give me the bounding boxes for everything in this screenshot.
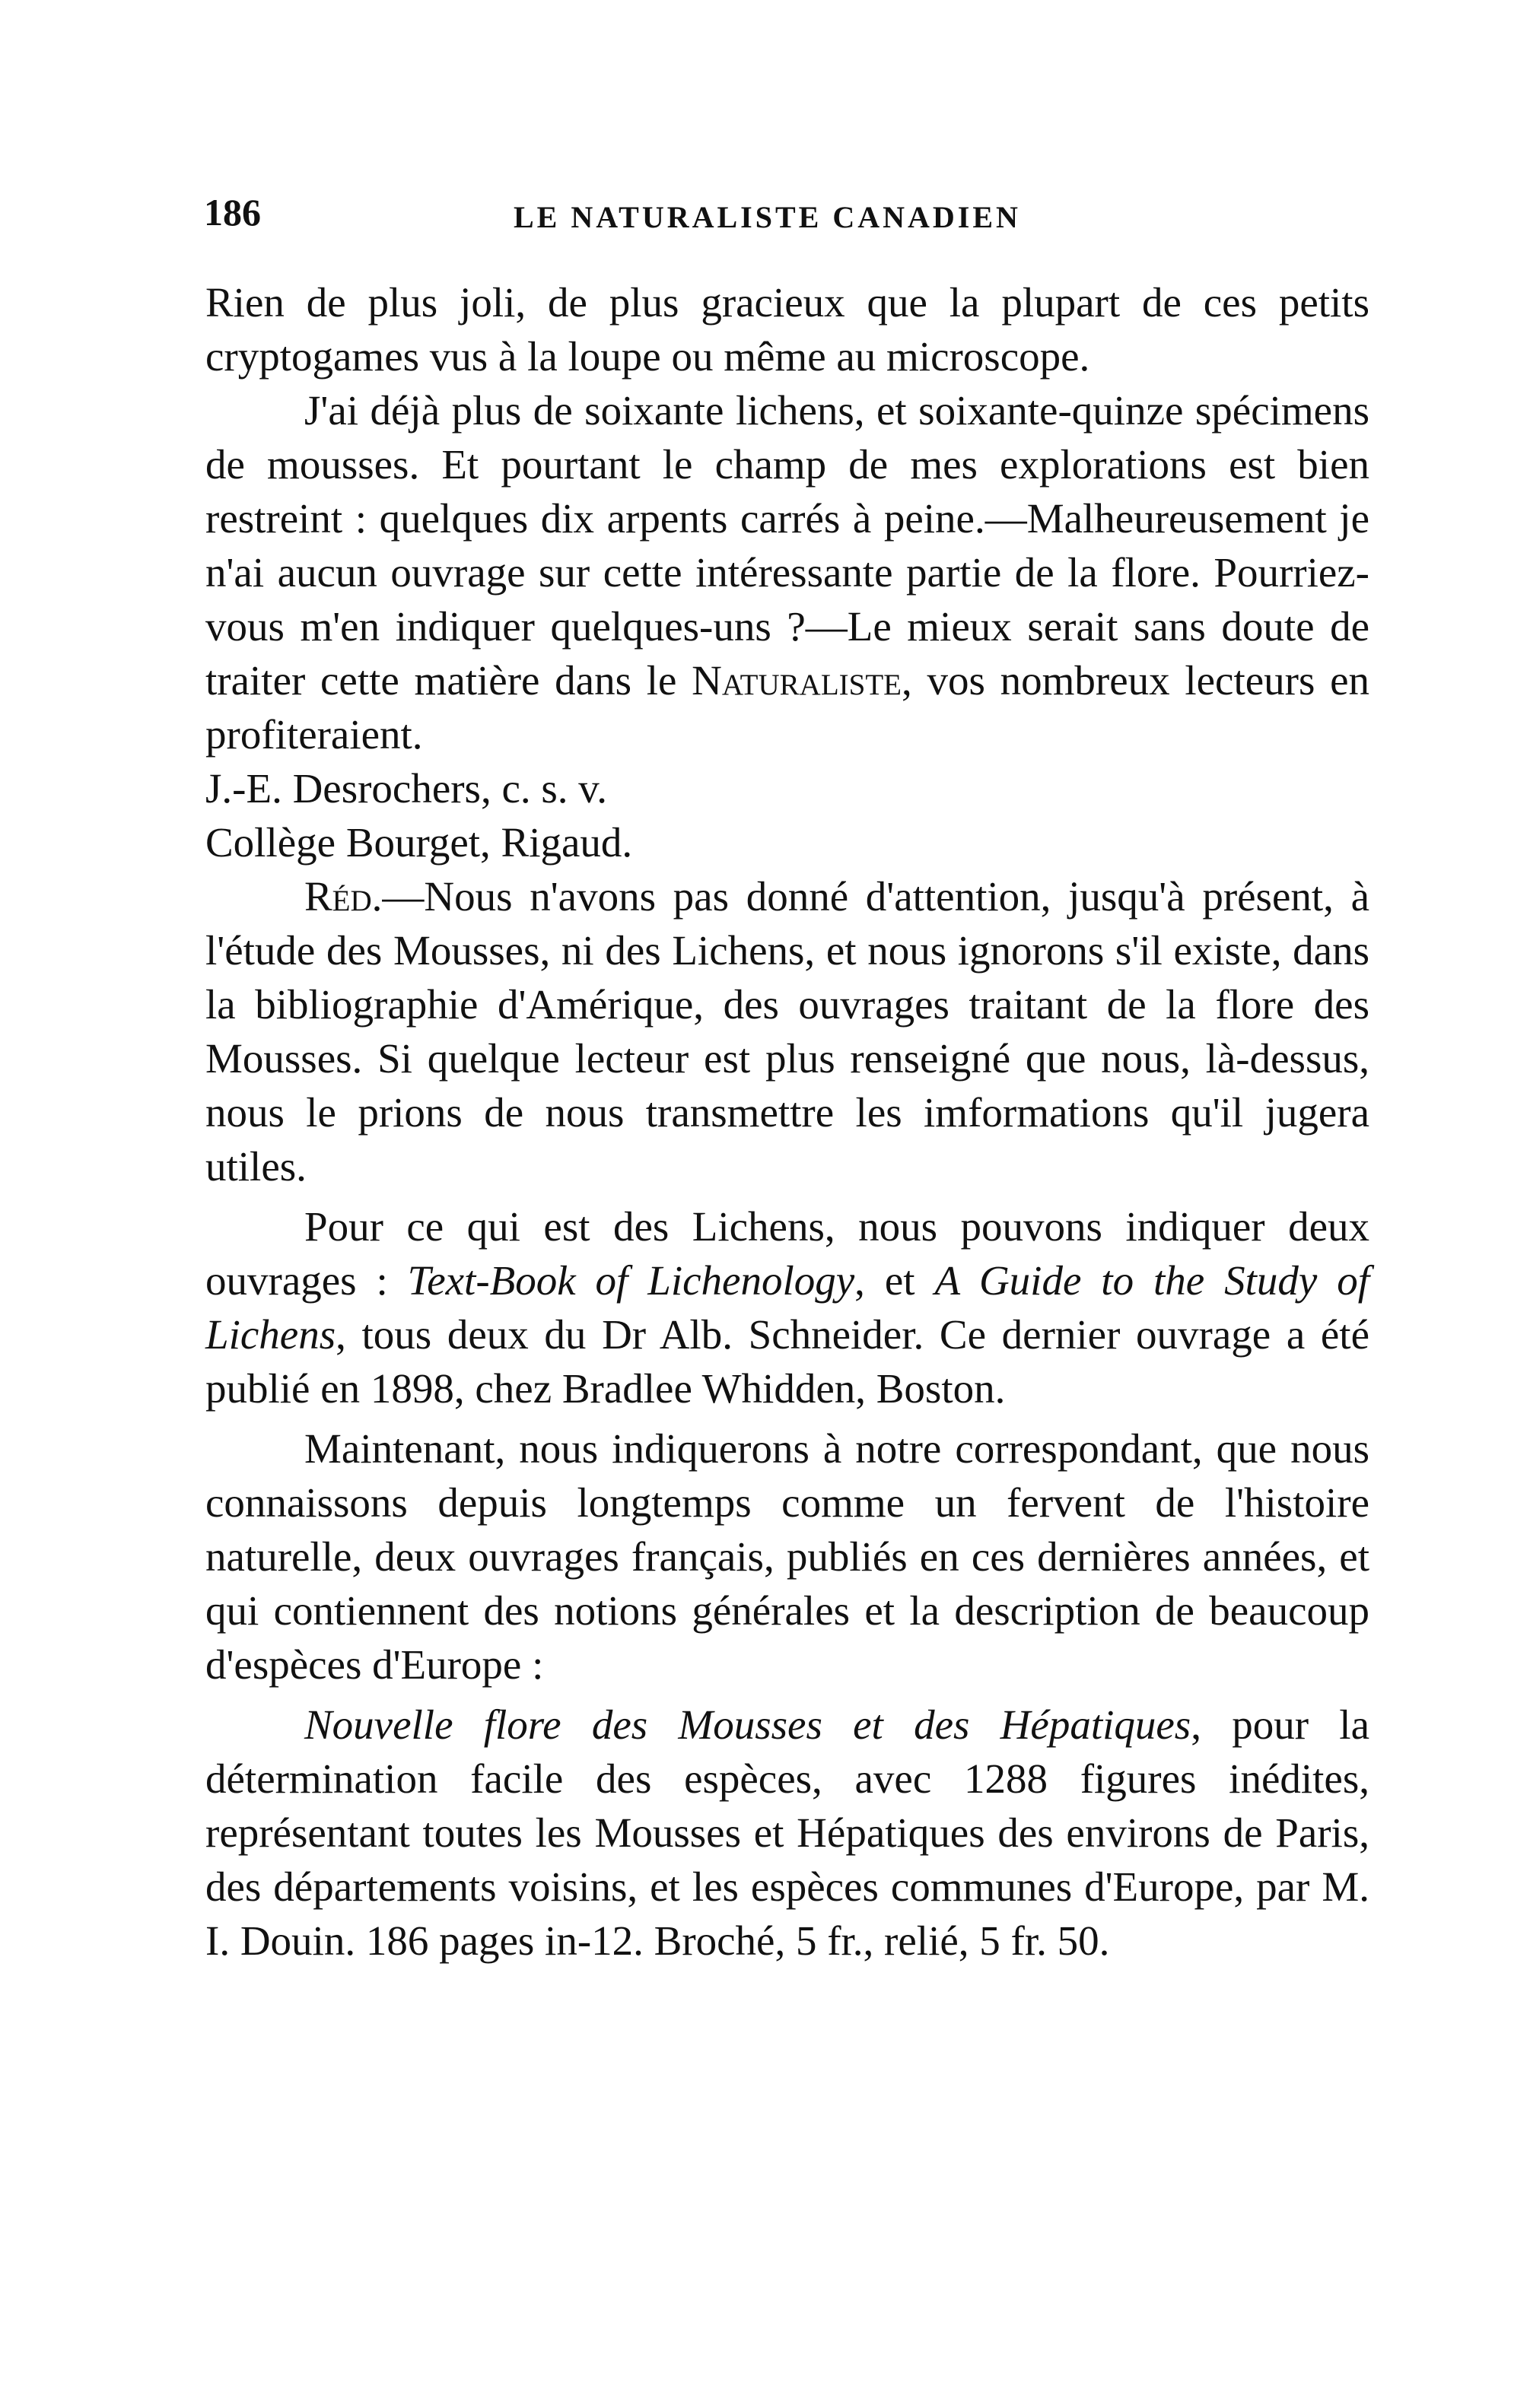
page-number: 186 (204, 191, 261, 233)
letter-paragraph-2-end: , vos nombreux lecteurs en profiteraient. (205, 657, 1369, 758)
reply-paragraph-4 (205, 1698, 1369, 1968)
reply-paragraph-1 (205, 869, 1369, 1193)
reply-paragraph-1-text: —Nous n'avons pas donné d'attention, jusqu'à présent, à l'étude des Mousses, ni des Lichens, et nous ignorons s'il existe, dans la bibliographie d'Amérique, des ouvrages traitant de la flore des Mousses. Si quelque lecteur est plus renseigné que nous, là-dessus, nous le prions de nous transmettre les imformations qu'il jugera utiles. (205, 873, 1369, 1190)
naturaliste-journal-name: Naturaliste (692, 657, 902, 704)
reply-paragraph-2-conjunction: , et (854, 1257, 935, 1304)
red-label: Réd. (304, 873, 383, 920)
letter-paragraph-2-text: J'ai déjà plus de soixante lichens, et soixante-quinze spécimens de mousses. Et pourtant le champ de mes explorations est bien restreint : quelques dix arpents carrés à peine.—Malheureusement je n'ai aucun ouvrage sur cette intéressante partie de la flore. Pourriez-vous m'en indiquer quelques-uns ?—Le mieux serait sans doute de traiter cette matière dans le (205, 387, 1369, 704)
signature-name: J.-E. Desrochers, c. s. v. (205, 765, 607, 812)
letter-paragraph-2 (205, 383, 1369, 761)
reply-paragraph-2-text: Pour ce qui est des Lichens, nous pouvons indiquer deux ouvrages : (205, 1203, 1369, 1304)
running-head: LE NATURALISTE CANADIEN (514, 200, 1021, 234)
reply-paragraph-4-text: , pour la détermination facile des espèces, avec 1288 figures inédites, représentant toutes les Mousses et Hépatiques des environs de Paris, des départements voisins, et les espèces communes d'Europe, par M. I. Douin. 186 pages in-12. Broché, 5 fr., relié, 5 fr. 50. (205, 1701, 1369, 1964)
book-title-guide-lichens: A Guide to the Study of Lichens (205, 1257, 1369, 1358)
signature-place: Collège Bourget, Rigaud. (205, 819, 633, 866)
book-title-nouvelle-flore: Nouvelle flore des Mousses et des Hépatiques (304, 1701, 1191, 1748)
letter-paragraph-1: Rien de plus joli, de plus gracieux que la plupart de ces petits cryptogames vus à la loupe ou même au microscope. (205, 279, 1369, 380)
reply-paragraph-3: Maintenant, nous indiquerons à notre correspondant, que nous connaissons depuis longtemps comme un fervent de l'histoire naturelle, deux ouvrages français, publiés en ces dernières années, et qui contiennent des notions générales et la description de beaucoup d'espèces d'Europe : (205, 1425, 1369, 1688)
book-title-lichenology: Text-Book of Lichenology (407, 1257, 855, 1304)
page-body (205, 275, 1369, 1968)
reply-paragraph-2-end: , tous deux du Dr Alb. Schneider. Ce dernier ouvrage a été publié en 1898, chez Bradlee Whidden, Boston. (205, 1311, 1369, 1412)
reply-paragraph-2 (205, 1199, 1369, 1415)
